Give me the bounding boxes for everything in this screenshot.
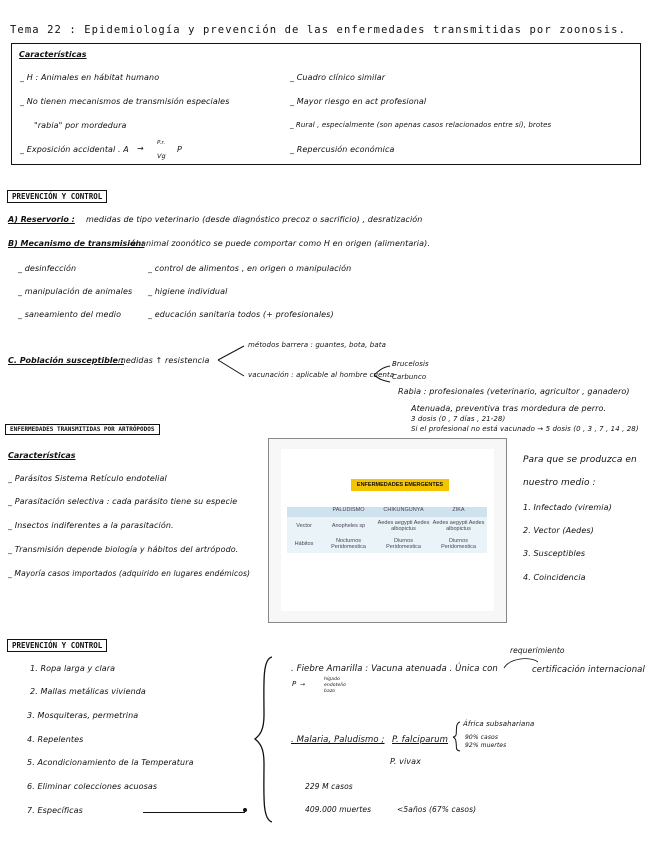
reservorio-text: medidas de tipo veterinario (desde diagnóstico precoz o sacrificio) , desratización [86, 215, 423, 224]
prev2-item-2: 2. Mallas metálicas vivienda [30, 687, 146, 696]
artropodos-box: ENFERMEDADES TRANSMITIDAS POR ARTRÓPODOS [5, 424, 160, 435]
falciparum: P. falciparum [392, 735, 449, 745]
requerimiento-arrow [500, 652, 540, 672]
prev2-item-4: 4. Repelentes [27, 735, 84, 744]
sub-item-brucelosis: Brucelosis [392, 360, 429, 368]
mecanismo-col2-3: _ educación sanitaria todos (+ profesionales) [148, 310, 334, 319]
ninos-text: <5años (67% casos) [397, 805, 477, 814]
enfermedades-emergentes-image [268, 438, 507, 623]
rabia-text: Rabia : profesionales (veterinario, agricultor , ganadero) [398, 387, 630, 396]
arrow-dot [243, 808, 247, 812]
vivax: P. vivax [390, 757, 421, 766]
mecanismo-col1-1: _ desinfección [18, 264, 77, 273]
caract-left-2: _ No tienen mecanismos de transmisión especiales [20, 97, 230, 106]
muertes-total: 409.000 muertes [305, 805, 372, 814]
p-line-2: endotelio [324, 683, 346, 688]
p-arrow: → [300, 681, 306, 688]
poblacion-label: C. Población susceptible : [8, 356, 124, 365]
poblacion-text: medidas ↑ resistencia [118, 356, 210, 365]
prev2-item-6: 6. Eliminar colecciones acuosas [27, 782, 158, 791]
malaria-label: . Malaria, Paludismo ; [291, 735, 385, 745]
sub-item-carbunco: Carbunco [392, 373, 427, 381]
prev2-item-5: 5. Acondicionamiento de la Temperatura [27, 758, 194, 767]
table-row: Vector Anopheles sp Aedes aegypti Aedes albopictus Aedes aegypti Aedes albopictus [287, 517, 487, 535]
caract-right-3: _ Rural , especialmente (son apenas casos relacionados entre sí), brotes [290, 121, 552, 129]
side-item-2: 2. Vector (Aedes) [523, 526, 594, 535]
prev2-item-1: 1. Ropa larga y clara [30, 664, 116, 673]
artropodos-item-1: _ Parásitos Sistema Retículo endotelial [8, 474, 167, 483]
caract-right-1: _ Cuadro clínico similar [290, 73, 386, 82]
caract-right-4: _ Repercusión económica [290, 145, 395, 154]
col-zika: ZIKA [452, 507, 465, 513]
prev2-item-7: 7. Específicas [27, 806, 83, 815]
branch-top: métodos barrera : guantes, bota, bata [248, 341, 386, 349]
mecanismo-col2-2: _ higiene individual [148, 287, 228, 296]
formula-arrow: → [137, 144, 144, 153]
table-row: Hábitos Nocturnos Peridomestica Diurnos Peridomestica Diurnos Peridomestica [287, 535, 487, 553]
profesional-text: Si el profesional no está vacunado → 5 dosis (0 , 3 , 7 , 14 , 28) [411, 425, 639, 433]
caract-left-4: _ Exposición accidental . A [20, 145, 129, 154]
formula-rest: P [177, 145, 182, 154]
muertes-92: 92% muertes [465, 742, 507, 749]
curly-brace [252, 655, 276, 825]
small-brace [452, 720, 462, 752]
p-note: P [292, 680, 297, 688]
prevencion-box-1: PREVENCIÓN Y CONTROL [7, 190, 107, 203]
side-item-4: 4. Coincidencia [523, 573, 586, 582]
side-item-1: 1. Infectado (viremia) [523, 503, 612, 512]
especificas-arrow-line [143, 812, 245, 813]
fiebre-amarilla: . Fiebre Amarilla : Vacuna atenuada . Única con [291, 664, 498, 674]
prev2-item-3: 3. Mosquiteras, permetrina [27, 711, 139, 720]
p-line-3: bazo [324, 689, 336, 694]
reservorio-label: A) Reservorio : [8, 215, 75, 224]
casos-total: 229 M casos [305, 782, 353, 791]
emergentes-badge: ENFERMEDADES EMERGENTES [351, 479, 449, 491]
mecanismo-text: el animal zoonótico se puede comportar como H en origen (alimentaria). [131, 239, 430, 248]
side-item-3: 3. Susceptibles [523, 549, 586, 558]
requerimiento-note: requerimiento [510, 646, 565, 655]
mecanismo-label: B) Mecanismo de transmisión: [8, 239, 145, 248]
mecanismo-col1-2: _ manipulación de animales [18, 287, 133, 296]
p-line-1: hígado [324, 677, 340, 682]
branch-bottom: vacunación : aplicable al hombre cuenta [248, 371, 395, 379]
artropodos-item-4: _ Transmisión depende biología y hábitos del artrópodo. [8, 545, 239, 554]
formula-sub: Vg [157, 152, 166, 160]
formula-over: P.r. [157, 140, 166, 146]
africa-text: África subsahariana [463, 720, 535, 728]
casos-90: 90% casos [465, 734, 499, 741]
col-chikungunya: CHIKUNGUNYA [383, 507, 424, 513]
dosis-text: 3 dosis (0 , 7 días , 21-28) [411, 415, 506, 423]
caract-left-3: "rabia" por mordedura [34, 121, 127, 130]
artropodos-item-5: _ Mayoría casos importados (adquirido en lugares endémicos) [8, 569, 251, 578]
certificacion-text: certificación internacional [532, 665, 645, 675]
prevencion-box-2: PREVENCIÓN Y CONTROL [7, 639, 107, 652]
emergentes-table [287, 507, 487, 553]
atenuada-text: Atenuada, preventiva tras mordedura de perro. [411, 404, 607, 413]
page-title: Tema 22 : Epidemiología y prevención de las enfermedades transmitidas por zoonosis. [10, 24, 626, 36]
artropodos-heading: Características [8, 451, 76, 460]
artropodos-item-2: _ Parasitación selectiva : cada parásito tiene su especie [8, 497, 238, 506]
caract-right-2: _ Mayor riesgo en act profesional [290, 97, 427, 106]
caract-left-1: _ H : Animales en hábitat humano [20, 73, 160, 82]
side-heading-1: Para que se produzca en [523, 455, 637, 465]
artropodos-item-3: _ Insectos indiferentes a la parasitación. [8, 521, 174, 530]
col-paludismo: PALUDISMO [332, 507, 365, 513]
caracteristicas-heading: Características [19, 50, 87, 59]
mecanismo-col1-3: _ saneamiento del medio [18, 310, 122, 319]
table-header [287, 507, 487, 517]
side-heading-2: nuestro medio : [523, 478, 596, 488]
mecanismo-col2-1: _ control de alimentos , en origen o manipulación [148, 264, 352, 273]
